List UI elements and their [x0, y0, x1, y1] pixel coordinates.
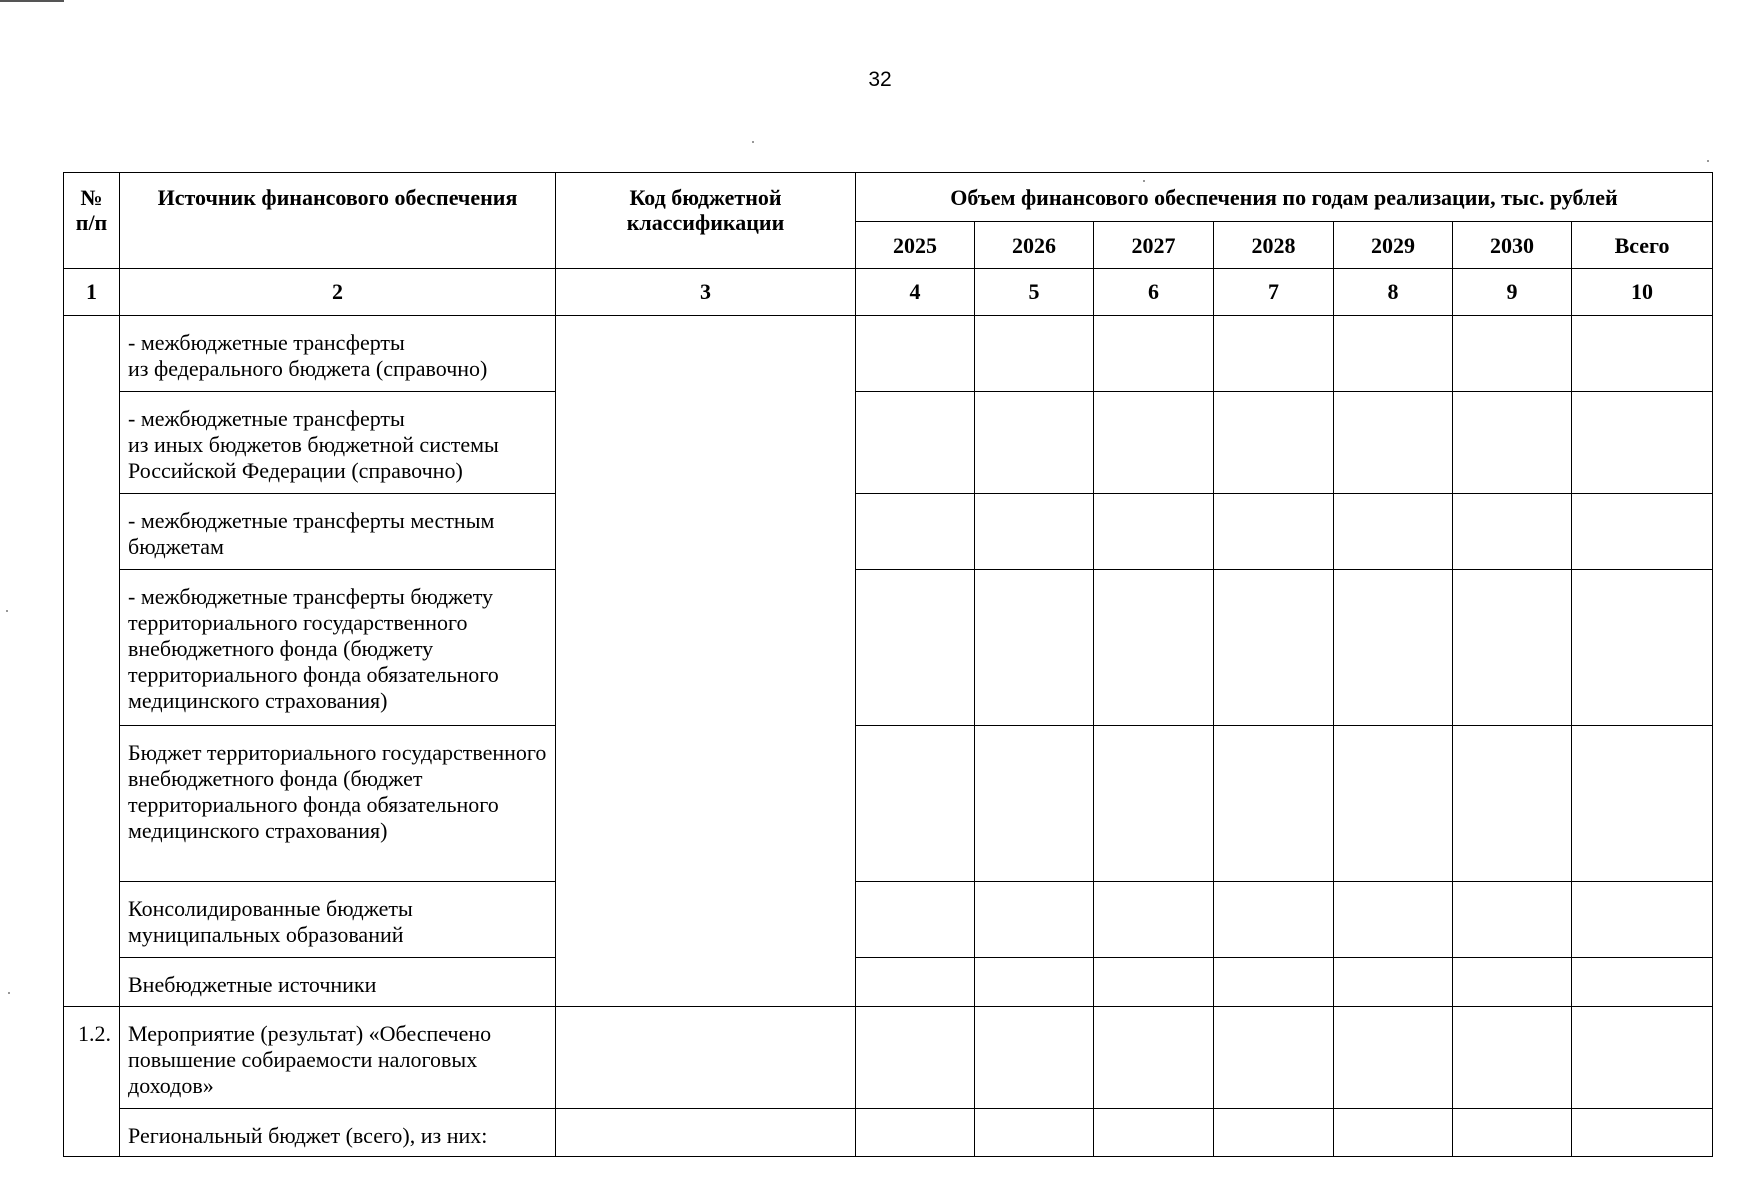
amount-cell [1214, 570, 1334, 726]
header-year: 2030 [1453, 222, 1572, 269]
source-cell: Консолидированные бюджеты муниципальных образований [120, 882, 556, 958]
column-number: 1 [64, 269, 120, 316]
amount-cell [1214, 494, 1334, 570]
amount-cell [975, 1007, 1094, 1109]
source-cell: - межбюджетные трансферты из иных бюджетов бюджетной системы Российской Федерации (справочно) [120, 392, 556, 494]
amount-cell [1572, 882, 1713, 958]
amount-cell [856, 392, 975, 494]
scan-speck [1143, 180, 1145, 182]
amount-cell [1214, 726, 1334, 882]
amount-cell [1334, 316, 1453, 392]
table-row [64, 726, 1713, 882]
amount-cell [1334, 882, 1453, 958]
amount-cell [1214, 882, 1334, 958]
scan-speck [1707, 160, 1709, 162]
amount-cell [856, 726, 975, 882]
source-cell: - межбюджетные трансферты из федерального бюджета (справочно) [120, 316, 556, 392]
header-year: 2028 [1214, 222, 1334, 269]
amount-cell [856, 570, 975, 726]
table-row [64, 494, 1713, 570]
amount-cell [856, 494, 975, 570]
table-row [64, 316, 1713, 392]
header-volume: Объем финансового обеспечения по годам реализации, тыс. рублей [856, 173, 1713, 222]
amount-cell [1094, 494, 1214, 570]
amount-cell [1572, 958, 1713, 1007]
amount-cell [1214, 316, 1334, 392]
amount-cell [1094, 1007, 1214, 1109]
amount-cell [975, 570, 1094, 726]
amount-cell [975, 1109, 1094, 1157]
column-number: 7 [1214, 269, 1334, 316]
amount-cell [1334, 570, 1453, 726]
scan-edge-line [0, 0, 64, 2]
amount-cell [1094, 392, 1214, 494]
amount-cell [1214, 958, 1334, 1007]
amount-cell [1453, 494, 1572, 570]
page-number: 32 [868, 68, 892, 91]
amount-cell [856, 1007, 975, 1109]
header-year: Всего [1572, 222, 1713, 269]
table-row [64, 570, 1713, 726]
column-number: 5 [975, 269, 1094, 316]
table-row [64, 882, 1713, 958]
scan-speck [752, 141, 754, 143]
amount-cell [856, 882, 975, 958]
amount-cell [856, 958, 975, 1007]
table-row [64, 1007, 1713, 1109]
amount-cell [856, 1109, 975, 1157]
amount-cell [1572, 392, 1713, 494]
amount-cell [1572, 494, 1713, 570]
header-year: 2025 [856, 222, 975, 269]
amount-cell [1334, 1109, 1453, 1157]
amount-cell [1334, 958, 1453, 1007]
column-number: 2 [120, 269, 556, 316]
scan-speck [8, 992, 10, 994]
amount-cell [1334, 392, 1453, 494]
amount-cell [1453, 1007, 1572, 1109]
amount-cell [1453, 958, 1572, 1007]
amount-cell [1572, 316, 1713, 392]
amount-cell [1214, 392, 1334, 494]
amount-cell [1453, 316, 1572, 392]
amount-cell [1334, 726, 1453, 882]
header-year: 2026 [975, 222, 1094, 269]
amount-cell [975, 494, 1094, 570]
amount-cell [975, 726, 1094, 882]
row-index-cell: 1.2. [64, 1007, 120, 1157]
header-source: Источник финансового обеспечения [120, 173, 556, 269]
amount-cell [1572, 570, 1713, 726]
column-number: 6 [1094, 269, 1214, 316]
amount-cell [1094, 958, 1214, 1007]
budget-code-cell [556, 1007, 856, 1109]
amount-cell [1094, 570, 1214, 726]
budget-code-cell [556, 1109, 856, 1157]
source-cell: Региональный бюджет (всего), из них: [120, 1109, 556, 1157]
amount-cell [1453, 392, 1572, 494]
table-row [64, 958, 1713, 1007]
row-index-cell [64, 316, 120, 1007]
financing-table [63, 172, 1713, 1157]
amount-cell [1094, 882, 1214, 958]
source-cell: - межбюджетные трансферты бюджету территориального государственного внебюджетного фонда (бюджету территориального фонда обязательного медицинского страхования) [120, 570, 556, 726]
source-cell: - межбюджетные трансферты местным бюджетам [120, 494, 556, 570]
amount-cell [1453, 726, 1572, 882]
header-num: № п/п [64, 173, 120, 269]
column-number: 8 [1334, 269, 1453, 316]
amount-cell [1214, 1109, 1334, 1157]
amount-cell [1094, 316, 1214, 392]
amount-cell [975, 316, 1094, 392]
source-cell: Мероприятие (результат) «Обеспечено повышение собираемости налоговых доходов» [120, 1007, 556, 1109]
amount-cell [1453, 882, 1572, 958]
scan-speck [6, 610, 8, 612]
column-number: 9 [1453, 269, 1572, 316]
amount-cell [1214, 1007, 1334, 1109]
amount-cell [1334, 494, 1453, 570]
column-number: 4 [856, 269, 975, 316]
amount-cell [1094, 726, 1214, 882]
amount-cell [1334, 1007, 1453, 1109]
amount-cell [975, 882, 1094, 958]
table-row [64, 392, 1713, 494]
header-year: 2029 [1334, 222, 1453, 269]
header-code: Код бюджетной классификации [556, 173, 856, 269]
amount-cell [1572, 726, 1713, 882]
amount-cell [856, 316, 975, 392]
column-number: 3 [556, 269, 856, 316]
amount-cell [1094, 1109, 1214, 1157]
budget-code-cell [556, 316, 856, 1007]
source-cell: Внебюджетные источники [120, 958, 556, 1007]
amount-cell [1453, 570, 1572, 726]
column-number: 10 [1572, 269, 1713, 316]
table-row [64, 1109, 1713, 1157]
amount-cell [975, 958, 1094, 1007]
amount-cell [1453, 1109, 1572, 1157]
header-year: 2027 [1094, 222, 1214, 269]
amount-cell [975, 392, 1094, 494]
amount-cell [1572, 1109, 1713, 1157]
amount-cell [1572, 1007, 1713, 1109]
source-cell: Бюджет территориального государственного внебюджетного фонда (бюджет территориального фонда обязательного медицинского страхования) [120, 726, 556, 882]
